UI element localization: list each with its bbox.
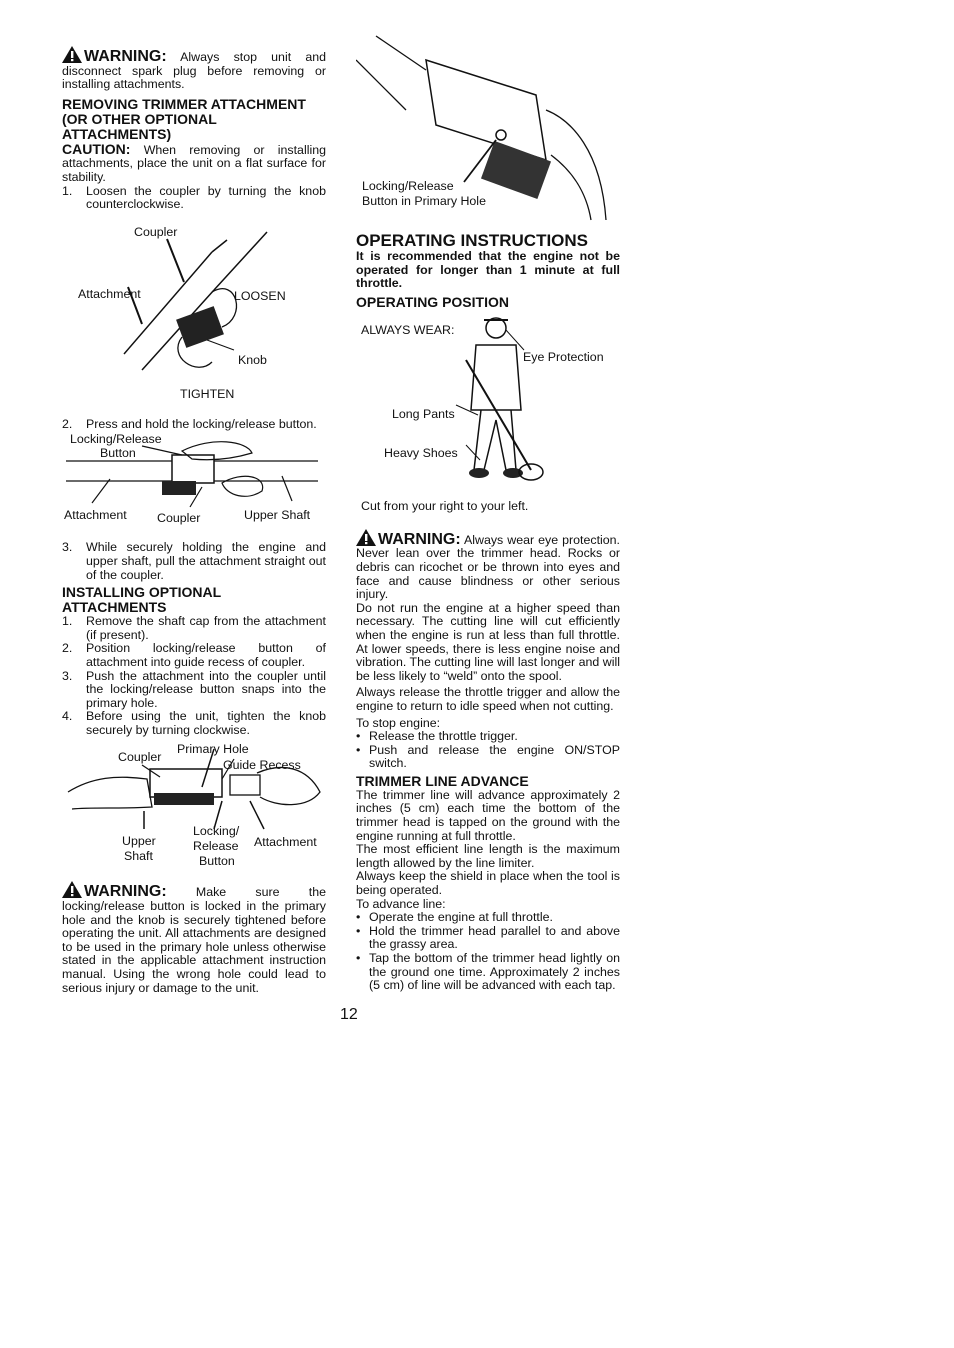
step-number: 2. [62,416,73,431]
warning-block-2 [62,881,326,995]
list-text: Push and release the engine ON/STOP switch. [369,742,620,771]
label-loosen: LOOSEN [234,288,286,303]
step-item [62,185,326,212]
warning-text: Make sure the locking/release button is locked in the primary hole and the knob is securely tightened before operating the unit. All attachments are designed to be used in the primary hole unless otherwise stated in the applicable attachment instruction manual. Using the wrong hole could lead to serious injury or damage to the unit. [62,885,326,995]
section-title-position: OPERATING POSITION [356,293,509,310]
warning-text: Always stop unit and disconnect spark plug before removing or installing attachments. [62,50,326,92]
label-coupler: Coupler [157,511,201,526]
caution-label: CAUTION: [62,140,131,157]
figure-coupler-loosen [62,212,326,418]
page-title: OPERATING INSTRUCTIONS [356,231,589,250]
list-item [356,911,620,925]
bullet: • [356,923,361,938]
label-knob: Knob [238,352,267,367]
warning-label: WARNING: [378,530,461,548]
step-number: 3. [62,540,73,555]
warning-icon [62,46,82,63]
section-title-line-advance: TRIMMER LINE ADVANCE [356,772,529,789]
intro-text: It is recommended that the engine not be operated for longer than 1 minute at full throttle. [356,249,620,291]
paragraph: Do not run the engine at a higher speed than necessary. The cutting line will cut efficiently when the engine is run at less than full throttle. At lower speeds, there is less engine noise and vibration. The cutting line will last longer and will be less likely to “weld” onto the spool. [356,600,620,683]
label-locking-release: Locking/Release [362,179,454,193]
paragraph: The trimmer line will advance approximately 2 inches (5 cm) each time the bottom of the trimmer head is tapped on the ground with the engine running at full throttle. [356,787,620,843]
warning-block-3 [356,529,620,602]
caution-text: When removing or installing attachments, place the unit on a flat surface for stability. [62,142,326,184]
label-guide-recess: Guide Recess [223,758,301,773]
label-always-wear: ALWAYS WEAR: [361,322,455,337]
step-number: 4. [62,709,73,724]
label-upper-shaft: Upper Shaft [244,508,311,523]
caution-block [62,140,326,185]
step-text: Position locking/release button of attachment into guide recess of coupler. [86,641,326,669]
step-number: 1. [62,614,73,629]
step-number: 3. [62,668,73,683]
label-eye-protection: Eye Protection [523,349,604,364]
label-primary-hole: Primary Hole [177,742,249,757]
warning-text: Always wear eye protection. Never lean over the trimmer head. Rocks or debris can ricochet or be thrown into eyes and face and cause blindness or other serious injury. [356,532,620,602]
label-attachment: Attachment [78,286,141,301]
label-long-pants: Long Pants [392,406,455,421]
advance-line-list [356,911,620,993]
step-text: Press and hold the locking/release button. [86,416,317,431]
label-button: Button [199,854,235,869]
right-column [356,0,620,993]
section-title-removing: REMOVING TRIMMER ATTACHMENT (OR OTHER OPTIONAL ATTACHMENTS) [62,95,306,142]
figure-install-attachment [62,737,326,881]
label-button-primary-hole: Button in Primary Hole [362,194,486,208]
list-item [62,710,326,737]
label-attachment: Attachment [64,508,127,523]
list-item [356,744,620,771]
step-text: Loosen the coupler by turning the knob counterclockwise. [86,183,326,212]
stop-engine-list [356,730,620,771]
page-number: 12 [340,1006,358,1023]
paragraph: The most efficient line length is the maximum length allowed by the line limiter. [356,842,620,870]
label-shaft: Shaft [124,849,153,864]
step-number: 1. [62,183,73,198]
figure-primary-hole [356,0,620,228]
warning-icon [62,881,82,898]
paragraph: Always keep the shield in place when the tool is being operated. [356,869,620,898]
left-column [62,0,326,995]
paragraph: Always release the throttle trigger and allow the engine to return to idle speed when not cutting. [356,685,620,713]
bullet: • [356,729,361,744]
step-number: 2. [62,641,73,656]
label-tighten: TIGHTEN [180,386,235,401]
label-locking-release: Locking/Release [70,432,162,447]
list-item [62,642,326,669]
figure-operating-position [356,310,620,528]
label-cut-direction: Cut from your right to your left. [361,498,529,513]
step-text: Before using the unit, tighten the knob securely by turning clockwise. [86,709,326,737]
step-text: While securely holding the engine and upper shaft, pull the attachment straight out of the coupler. [86,540,326,582]
label-coupler: Coupler [134,224,178,239]
step-item [62,418,326,432]
step-item [62,541,326,582]
label-upper: Upper [122,834,156,849]
step-text: Push the attachment into the coupler until the locking/release button snaps into the primary hole. [86,668,326,710]
paragraph: To advance line: [356,896,446,911]
warning-block-1 [62,46,326,92]
paragraph: To stop engine: [356,715,441,730]
warning-label: WARNING: [84,48,167,65]
label-attachment: Attachment [254,835,317,850]
list-text: Operate the engine at full throttle. [369,910,553,925]
list-item [356,925,620,952]
section-title-installing: INSTALLING OPTIONAL ATTACHMENTS [62,584,221,616]
list-text: Release the throttle trigger. [369,729,518,744]
step-text: Remove the shaft cap from the attachment (if present). [86,614,326,642]
list-item [356,730,620,744]
label-locking: Locking/ [193,824,240,839]
list-item [62,615,326,642]
list-item [356,952,620,993]
bullet: • [356,742,361,757]
label-coupler: Coupler [118,750,162,765]
list-text: Tap the bottom of the trimmer head lightly on the ground one time. Approximately 2 inches (5 cm) of line will be advanced with each tap. [369,951,620,993]
warning-icon [356,529,376,546]
bullet: • [356,951,361,965]
label-heavy-shoes: Heavy Shoes [384,445,458,460]
list-text: Hold the trimmer head parallel to and above the grassy area. [369,923,620,952]
list-item [62,670,326,711]
install-steps-list [62,615,326,737]
label-button: Button [100,446,136,461]
figure-locking-button [62,431,326,541]
label-release: Release [193,839,239,854]
warning-label: WARNING: [84,883,167,901]
bullet: • [356,910,361,925]
